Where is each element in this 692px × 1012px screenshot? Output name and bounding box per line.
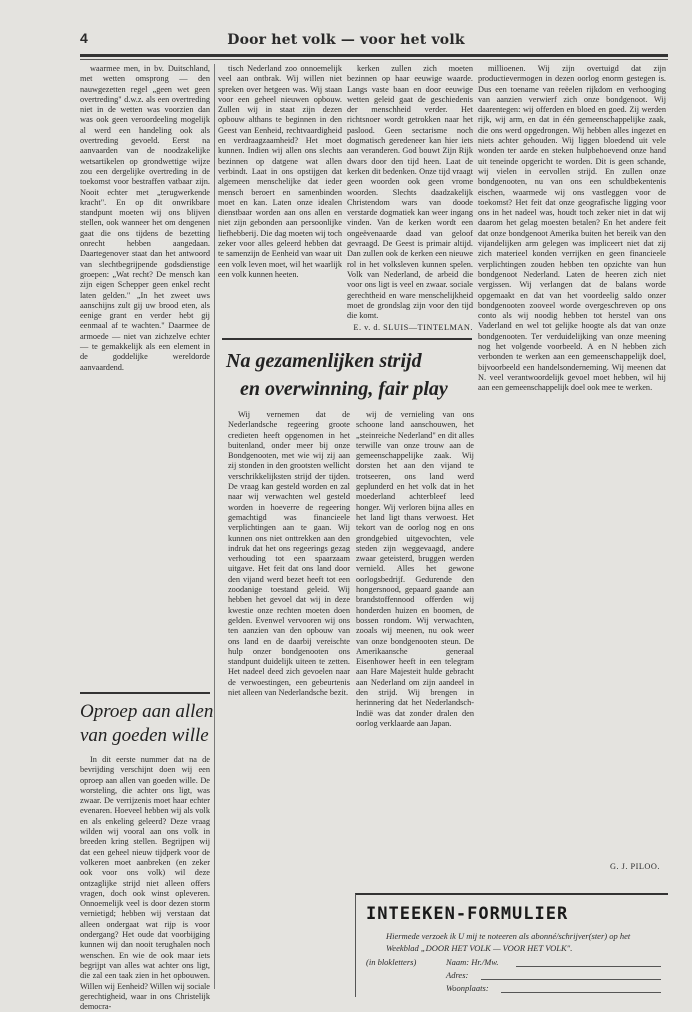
column-4-text: millioenen. Wij zijn overtuigd dat zijn productievermogen in dezen oorlog enorm gestegen is. Dus een toename van reëelen rijkdom en verhooging van aanzien verwierf zich onze bondgenoot. Wij daarentegen: wij offerden en bloed en goed. Zij werden rijk, wij arm, en dat in één gemeenschappelijke zaak, die ons werd opgedrongen. Wij hebben alles ingezet en niets achter gehouden. Wij liggen bloedend uit vele wonden ter aarde en steken hulpbehoevend onze hand uit teneinde opgericht te worden. Dit is geen schande, wij vielen in eervollen strijd. En zullen onze bondgenooten, nu van ons een schuldbekentenis eischen, waarmede wij ons vastleggen voor de toekomst? Het feit dat onze geografische ligging voor ons in het nadeel was, houdt toch zeker niet in dat wij daarom het gelag moesten betalen? En het andere feit dat onze bondgenoot Amerika buiten het bereik van den vijandelijken arm gelegen was impliceert niet dat zij zich materieel konden verrijken en geen financieele verplichtingen zouden hebben ten opzichte van hun bondgenoot Nederland. Laten de heeren zich niet vergissen. Wij verlangen dat de balans worde opgemaakt en dat van het voordeelig saldo onzer bondgenooten zooveel worde overgeschreven op ons conto als wij noodig hebben tot herstel van ons Vaderland en wel tot gelijke hoogte als dat van onze bondgenooten. Ter verduidelijking van onze meening nog het volgende voorbeeld. A en N hebben zich verbonden te werken aan een gemeenschappelijk doel, bijvoorbeeld een handelsonderneming. Wij meenen dat N. veel verantwoordelijk gevoel moet hebben, wil hij aan een gemeenschappelijk doel ook mee te werken.: [478, 64, 666, 393]
section-rule: [80, 692, 210, 694]
header-rule-thin: [80, 59, 668, 60]
address-label: Adres:: [446, 970, 469, 980]
column-2-text: tisch Nederland zoo onnoemelijk veel aan ontbrak. Wij willen niet spreken over hetgeen was. Wij staan voor een geheel nieuwen opbouw. Zullen wij in staat zijn dezen opbouw althans te beginnen in den Geest van Eenheid, rechtvaardigheid en verdraagzaamheid? Het moet kunnen. Indien wij allen ons slechts bezinnen op datgene wat allen verbindt. Laat in ons opstijgen dat algemeen menschelijke dat ieder mensch beroert en samenbinden moet en kan. Laten onze idealen dienstbaar worden aan ons allen en niet zijn gebonden aan persoonlijke liefhebberij. Die dag moeten wij toch zeker voor alles geleerd hebben dat te samenzijn de Eenheid van waar uit een volk leven moet, wil het waarlijk een volk kunnen heeten.: [218, 64, 342, 279]
side-article-text: In dit eerste nummer dat na de bevrijding verschijnt doen wij een oproep aan allen van goeden wille. De worsteling, die achter ons ligt, was zwaar. De verrijzenis moet haar echter evenaren. Hoeveel hebben wij als volk en als enkeling geleerd? Deze vraag wilden wij vooral aan ons volk in breeden kring stellen. Begrijpen wij dat een geheel nieuw tijdperk voor de volkeren moet aanbreken (en zeker ook voor ons volk) wil deze ontzaglijke strijd niet alleen offers vragen, doch ook winst opleveren. Onnoemelijk veel is door dezen storm vernietigd; hebben wij verstaan dat alleen ondergaat wat rijp is voor ondergang? Het oude dat voorbijging kunnen wij dan nooit terughalen noch wenschen. En wie de ook maar iets begrijpt van alles wat achter ons ligt, die zal een taak zien in het opbouwen. Willen wij Eenheid? Willen wij sociale gerechtigheid, waar in ons Christelijk democra-: [80, 755, 210, 1012]
side-article-title-line1: Oproep aan allen: [80, 701, 214, 722]
main-article-text-b: wij de vernieling van ons schoone land aanschouwen, het „steinreiche Nederland" en dit alles terwille van onze trouw aan de gemeenschappelijke zaak. Wij dorsten het aan den vijand te trotseeren, ons land werd geplunderd en het volk dat in het moederland achterbleef leed honger. Wij verloren bijna alles en het land ligt thans verwoest. Het tekort van de oorlog nog en ons grondgebied uitgevochten, vele steden zijn weggevaagd, andere zwaar geteisterd, bruggen werden vernield. Alles het gewone oorlogsbedrijf. Gedurende den hongersnood, gepaard gaande aan brandstoffennood offerden wij honderden huizen en boomen, de bossen rondom. Wij verwachten, zooals wij meenen, nu ook weer van onze bondgenooten steun. De Amerikaansche generaal Eisenhower heeft in een telegram aan Hare Majesteit hulde gebracht aan Nederland om zijn aandeel in den strijd. Wij brengen in herinnering dat het Nederlandsch-Indië was dat zonder dralen den oorlog verklaarde aan Japan.: [356, 410, 474, 728]
column-1-text: waarmee men, in bv. Duitschland, met wetten omsprong — den nauwgezetten regel „geen wet geen overtreding" d.w.z. als een overtreding niet in de wetten was voorzien dan was ook geen veroordeeling mogelijk al werd een handeling ook als overtreding gevoeld. Eerst na aanvaarden van de noodzakelijke wetsartikelen op grondwettige wijze zou een dergelijke overtreding in de toekomst voor bestraffen vatbaar zijn. Nooit echter met „terugwerkende kracht". En op dit onwrikbare standpunt moeten wij ons blijven stellen, ook wanneer het om dengenen gaat die ons tijdens de bezetting onrecht hebben aangedaan. Daartegenover staat dan het antwoord van slechtbegrijpende godsdienstige groepen: „Wat recht? De mensch kan zijn eigen Schepper geen enkel recht laten gelden." „In het zweet uws aanschijns zult gij uw brood eten, als eenige grant en verder hebt gij eenmaal af te wachten." Daarmee de armoede — niet van zichzelve echter — te gemakkelijk als een element in de goddelijke wereldorde aanvaardend.: [80, 64, 210, 372]
main-article-col-a: [228, 410, 350, 988]
form-title: INTEEKEN-FORMULIER: [366, 904, 569, 924]
side-article-title-line2: van goeden wille: [80, 725, 209, 746]
main-headline-line1: Na gezamenlijken strijd: [226, 350, 422, 372]
city-label: Woonplaats:: [446, 983, 489, 993]
column-4: [478, 64, 666, 857]
column-1: [80, 64, 210, 686]
column-4-signature: G. J. PILOO.: [609, 862, 660, 871]
side-article-title: [80, 700, 215, 748]
name-label: Naam: Hr./Mw.: [446, 957, 499, 967]
column-3-signature: E. v. d. SLUIS—TINTELMAN.: [353, 323, 473, 332]
address-field[interactable]: [481, 979, 661, 980]
city-field[interactable]: [501, 992, 661, 993]
column-3-text: kerken zullen zich moeten bezinnen op haar eeuwige waarde. Langs vaste baan en door eeuwige wetten geleid gaat de geschiedenis der menschheid verder. Het richtsnoer wordt getrokken naar het paslood. Geen sectarisme noch dogmatisch geredeneer kan hier iets aan veranderen. God bouwt Zijn Rijk dwars door den tijd heen. Laat de kerken dit bedenken. Onze tijd vraagt geen woorden ook geen vrome woorden. Slechts daadzakelijk Christendom wars van doode verstarde dogmatiek kan weer ingang vinden. Van de kerken wordt een ongeëvenaarde daad van geloof gevraagd. De Geest is primair altijd. Dan zullen ook de kerken een nieuwe rol in het volksleven kunnen spelen. Volk van Nederland, de arbeid die voor ons ligt is veel en zwaar. sociale gerechtheid en ware menschelijkheid moet de grondslag zijn voor den tijd die komt.: [347, 64, 473, 321]
column-divider: [214, 64, 215, 989]
main-article-col-b: [356, 410, 474, 882]
side-article-body: [80, 755, 210, 1012]
name-field[interactable]: [516, 966, 661, 967]
column-2: [218, 64, 342, 332]
main-headline-line2: en overwinning, fair play: [240, 378, 448, 400]
main-article-text-a: Wij vernemen dat de Nederlandsche regeering groote credieten heeft opgenomen in het buitenland, onder meer bij onze Bondgenooten, met wie wij zij aan zij stonden in den grootsten wellicht verschrikkelijksten strijd der tijden. De vraag kan gesteld worden en zal naar wij verwachten wel gesteld worden in hoeverre de regeering gemachtigd was financieele verplichtingen aan te gaan. Wij kunnen ons niet onttrekken aan den indruk dat het ons regeerings gezag verhouding tot een spaarzaam uitgave. Het feit dat ons land door den vijand werd bezet heeft tot een zoodanige toestand geleid. Wij hebben het gevoel dat wij in deze kwestie onze rechten moeten doen gelden. Evenwel vervooren wij ons ten aanzien van den opbouw van ons land en de daarbij vereischte hulp onzer bondgenooten ons standpunt duidelijk uiteen te zetten. Het nadeel deed zich gevoelen naar de verwoestingen, een gebeurtenis niet alleen van Nederlandsche bezit.: [228, 410, 350, 698]
header-rule: [80, 54, 668, 57]
form-intro-line2: Weekblad „DOOR HET VOLK — VOOR HET VOLK".: [386, 943, 573, 953]
subscription-form: [355, 893, 668, 997]
masthead: Door het volk — voor het volk: [227, 32, 465, 48]
block-letters-label: (in blokletters): [366, 957, 417, 967]
page-number: 4: [80, 30, 88, 46]
form-intro-line1: Hiermede verzoek ik U mij te noteeren als abonné/schrijver(ster) op het: [386, 931, 631, 941]
headline-rule: [222, 338, 472, 340]
column-3: [347, 64, 473, 321]
